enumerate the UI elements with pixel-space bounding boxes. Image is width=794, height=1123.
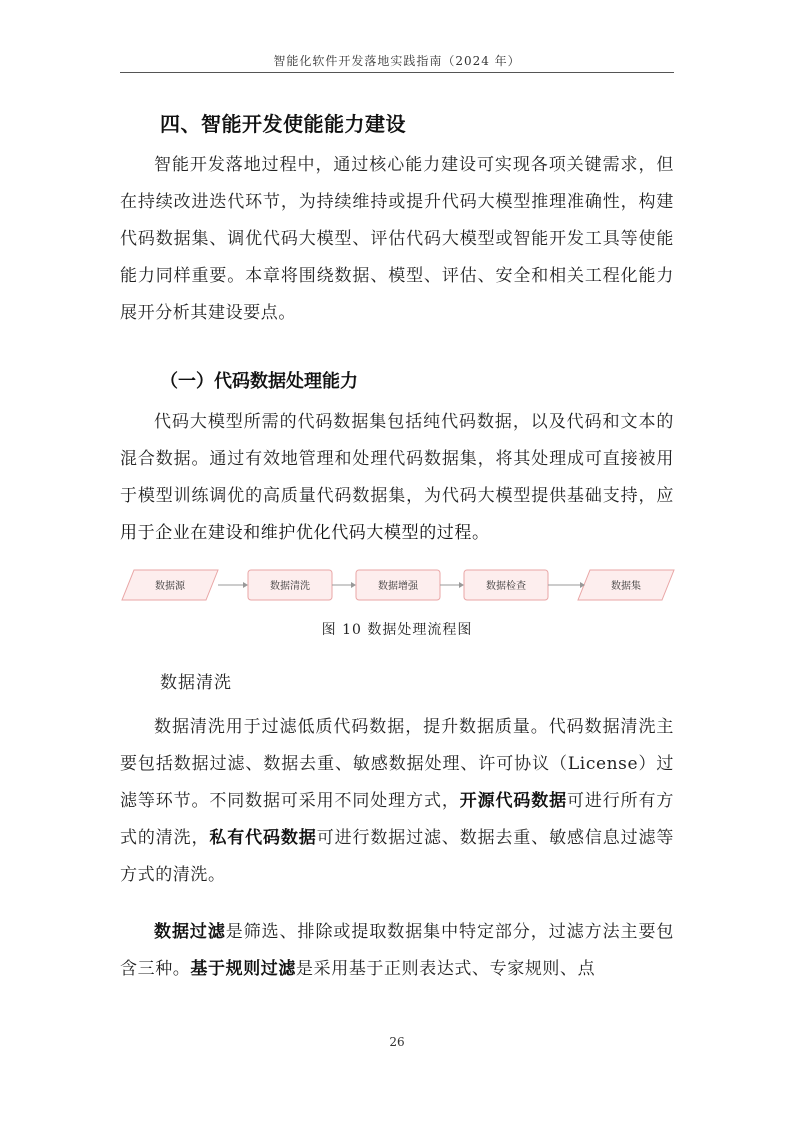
page-number: 26 (389, 1035, 405, 1049)
section-intro-paragraph: 智能开发落地过程中，通过核心能力建设可实现各项关键需求，但在持续改进迭代环节，为持续维持或提升代码大模型推理准确性，构建代码数据集、调优代码大模型、评估代码大模型或智能开发工具等使能能力同样重要。本章将围绕数据、模型、评估、安全和相关工程化能力展开分析其建设要点。 (120, 155, 674, 323)
cleaning-text-a: 数据清洗用于过滤低质代码数据，提升数据质量。代码数据清洗主要包括数据过滤、数据去重、敏感数据处理、许可协议（ (120, 717, 674, 774)
data-processing-flowchart (120, 568, 676, 604)
license-term: License (567, 754, 639, 774)
subsection-paragraph-tail: 应用于企业在建设和维护优化代码大模型的过程。 (120, 486, 674, 543)
figure-caption: 图 10 数据处理流程图 (321, 622, 473, 638)
filtering-text-a: 是筛选、排除或提取数据集中特定部分，过滤方法主要包含三种。 (120, 922, 675, 979)
running-header: 智能化软件开发落地实践指南（2024 年） (273, 54, 521, 68)
flow-step-label-cleaning: 数据清洗 (270, 581, 310, 592)
flow-step-label-check: 数据检查 (486, 581, 526, 592)
rule-based-filtering-term: 基于规则过滤 (190, 959, 297, 979)
cleaning-text-b: ）过滤等环节。不同数据可采用不同处理方式， (120, 754, 675, 811)
header-divider (120, 72, 674, 73)
flow-step-label-enhance: 数据增强 (378, 581, 418, 592)
section-title: 四、智能开发使能能力建设 (160, 112, 406, 136)
private-code-data-term: 私有代码数据 (209, 828, 317, 848)
cleaning-paragraph (120, 709, 674, 894)
filtering-text-b: 是采用基于正则表达式、专家规则、点 (296, 959, 596, 979)
flow-arrowhead-2 (351, 582, 356, 588)
subsection-paragraph-main: 代码大模型所需的代码数据集包括纯代码数据，以及代码和文本的混合数据。通过有效地管理和处理代码数据集，将其处理成可直接被用于模型训练调优的高质量代码数据集，为代码大模型提供基础支持， (120, 412, 674, 506)
filtering-paragraph (120, 914, 674, 988)
subsection-paragraph (120, 404, 674, 552)
subsection-title: （一）代码数据处理能力 (160, 371, 358, 392)
flow-step-label-dataset: 数据集 (611, 581, 641, 592)
flow-arrowhead-1 (243, 582, 248, 588)
open-source-code-data-term: 开源代码数据 (459, 791, 567, 811)
cleaning-text-d: 可进行数据过滤、数据去重、敏感信息过滤等方式的清洗。 (120, 828, 675, 885)
cleaning-title: 数据清洗 (160, 673, 232, 693)
cleaning-text-c: 可进行所有方式的清洗， (120, 791, 674, 848)
flow-arrowhead-3 (459, 582, 464, 588)
flow-step-label-source: 数据源 (155, 581, 185, 592)
data-filtering-term: 数据过滤 (154, 922, 226, 942)
